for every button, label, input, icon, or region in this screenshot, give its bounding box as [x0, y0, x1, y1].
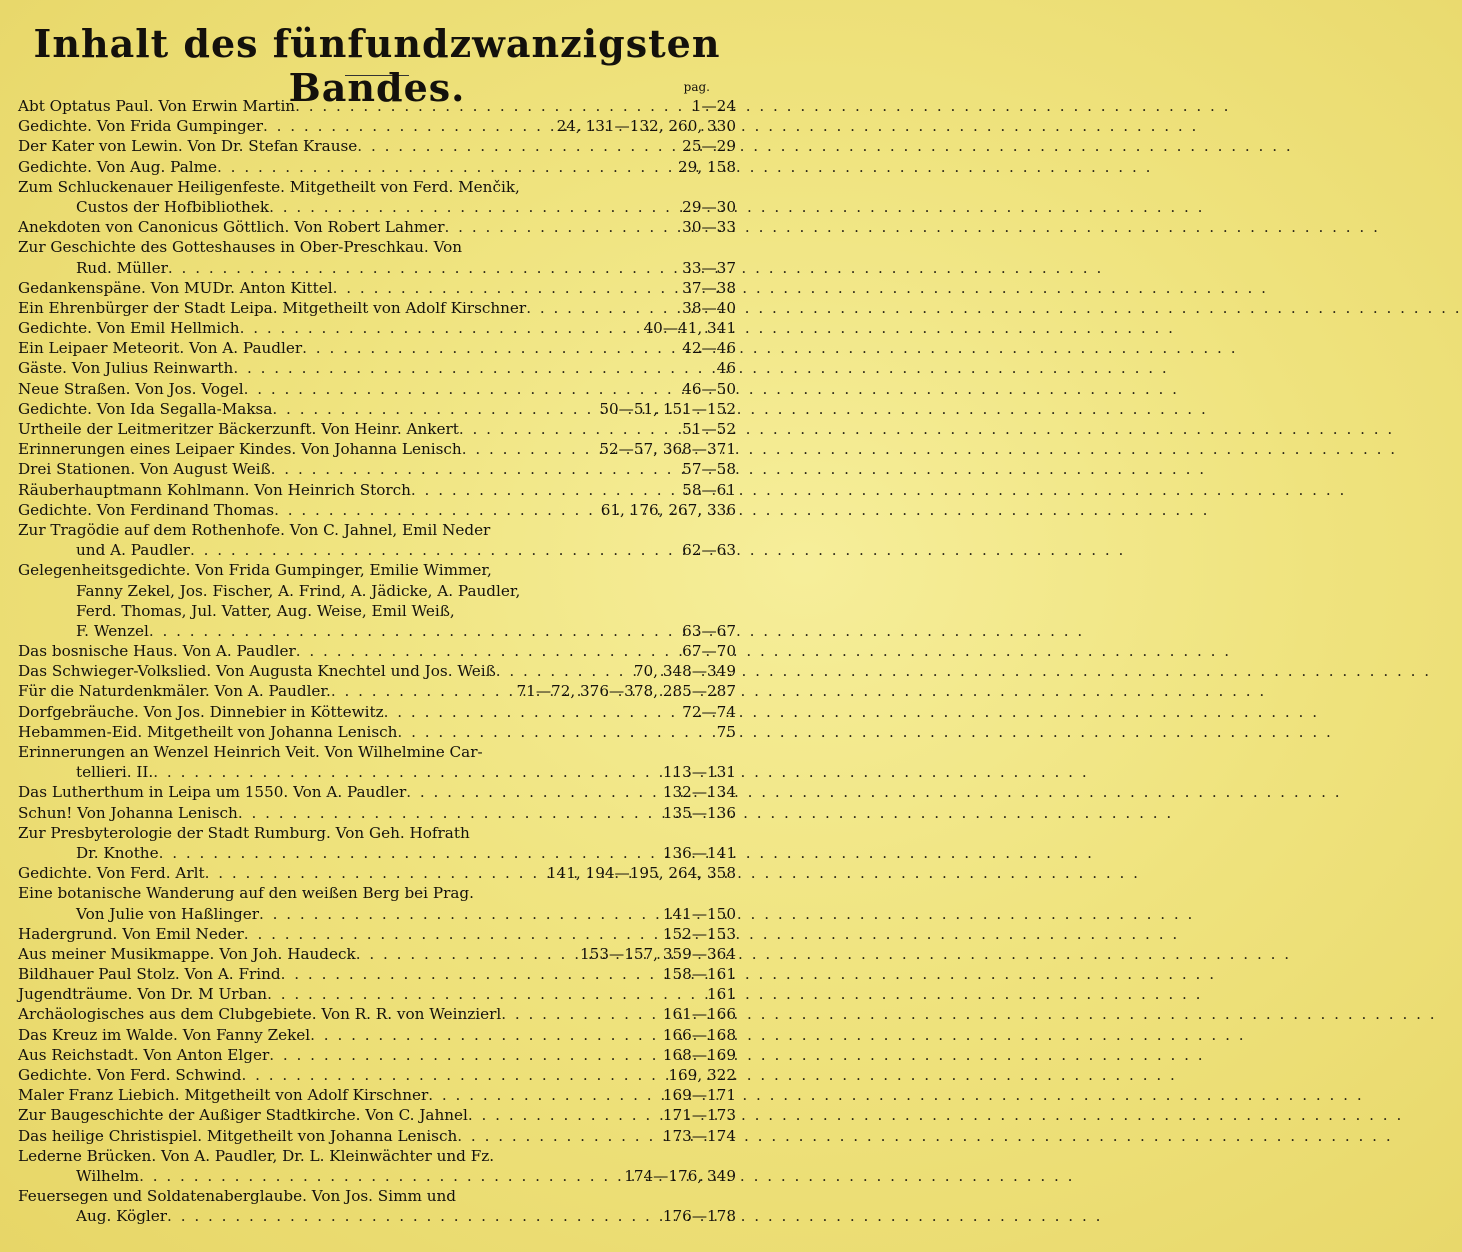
- leader-dots: [259, 904, 659, 924]
- toc-entry-line: [18, 722, 736, 742]
- leader-dots: [295, 96, 688, 116]
- toc-entry-line: [18, 782, 736, 802]
- toc-entry-continuation: [18, 843, 736, 863]
- toc-entry-pages: 33—37: [682, 258, 736, 277]
- leader-dots: [333, 278, 679, 298]
- toc-entry-continuation: [18, 197, 736, 217]
- toc-entry: [18, 177, 736, 217]
- leader-dots: [357, 136, 678, 156]
- toc-entry-pages: 171—173: [662, 1106, 736, 1125]
- toc-entry-text: Custos der Hofbibliothek: [76, 197, 270, 216]
- leader-dots: [302, 338, 678, 358]
- toc-entry-line: [18, 520, 736, 540]
- toc-entry-continuation: [18, 601, 736, 621]
- leader-dots: [457, 1126, 659, 1146]
- toc-entry-pages: 158—161: [662, 965, 736, 984]
- toc-entry-pages: 161: [707, 985, 736, 1004]
- leader-dots: [217, 157, 674, 177]
- leader-dots: [428, 1085, 659, 1105]
- toc-entry-pages: 136—141: [662, 843, 736, 862]
- toc-entry-pages: 57—58: [682, 460, 736, 479]
- toc-entry: [18, 96, 736, 116]
- toc-entry-pages: 62—63: [682, 541, 736, 560]
- toc-entry-line: [18, 883, 736, 903]
- leader-dots: [241, 1065, 664, 1085]
- toc-entry-text: Zur Presbyterologie der Stadt Rumburg. Von Geh. Hofrath: [18, 823, 470, 842]
- toc-entry-pages: 29—30: [682, 197, 736, 216]
- toc-entry: [18, 217, 736, 237]
- toc-entry: [18, 722, 736, 742]
- toc-entry: [18, 984, 736, 1004]
- toc-entry: [18, 136, 736, 156]
- toc-entry: [18, 1004, 736, 1024]
- toc-entry-pages: 176—178: [662, 1207, 736, 1226]
- leader-dots: [384, 702, 679, 722]
- toc-entry-text: Gedichte. Von Frida Gumpinger: [18, 117, 263, 136]
- toc-entry-pages: 61, 176, 267, 336: [600, 500, 736, 519]
- leader-dots: [167, 1206, 659, 1226]
- toc-entry: [18, 944, 736, 964]
- toc-entry: [18, 116, 736, 136]
- toc-entry-pages: 135—136: [662, 803, 736, 822]
- toc-entry-line: [18, 116, 736, 136]
- toc-entry-line: [18, 1105, 736, 1125]
- toc-entry-continuation: [18, 1206, 736, 1226]
- toc-entry-text: Neue Straßen. Von Jos. Vogel: [18, 379, 244, 398]
- toc-entry-line: [18, 661, 736, 681]
- toc-entry: [18, 560, 736, 641]
- toc-entry: [18, 1045, 736, 1065]
- toc-entry-line: [18, 1146, 736, 1166]
- toc-entry: [18, 702, 736, 722]
- toc-entry-line: [18, 157, 736, 177]
- toc-entry-text: Erinnerungen eines Leipaer Kindes. Von Johanna Lenisch: [18, 440, 462, 459]
- toc-entry: [18, 1105, 736, 1125]
- toc-entry-text: Gedichte. Von Ferd. Schwind: [18, 1066, 242, 1084]
- toc-entry: [18, 681, 736, 701]
- toc-entry-line: [18, 278, 736, 298]
- toc-entry-line: [18, 419, 736, 439]
- toc-list: [18, 96, 736, 1227]
- toc-entry-line: [18, 1065, 736, 1085]
- toc-entry-text: Das Schwieger-Volkslied. Von Augusta Knechtel und Jos. Weiß: [18, 662, 496, 681]
- toc-entry-text: Dorfgebräuche. Von Jos. Dinnebier in Köttewitz: [18, 702, 384, 721]
- toc-entry: [18, 358, 736, 378]
- toc-entry-line: [18, 560, 736, 580]
- toc-entry-text: Gedichte. Von Aug. Palme: [18, 157, 218, 176]
- toc-entry-line: [18, 318, 736, 338]
- toc-entry-line: [18, 944, 736, 964]
- toc-entry: [18, 480, 736, 500]
- toc-entry-text: tellieri. II.: [76, 763, 154, 782]
- toc-entry-line: [18, 338, 736, 358]
- toc-entry-text: Hadergrund. Von Emil Neder: [18, 924, 244, 943]
- toc-entry-pages: 52—57, 368—371: [599, 440, 736, 459]
- toc-entry-text: Eine botanische Wanderung auf den weißen Berg bei Prag.: [18, 884, 474, 903]
- toc-entry-line: [18, 1045, 736, 1065]
- toc-entry-text: Gedichte. Von Ida Segalla-Maksa: [18, 399, 273, 418]
- toc-entry-line: [18, 136, 736, 156]
- toc-entry-text: und A. Paudler: [76, 541, 190, 560]
- toc-entry-line: [18, 641, 736, 661]
- toc-entry: [18, 924, 736, 944]
- leader-dots: [397, 722, 712, 742]
- toc-entry: [18, 338, 736, 358]
- leader-dots: [238, 803, 659, 823]
- toc-entry-text: Räuberhauptmann Kohlmann. Von Heinrich Storch: [18, 480, 411, 499]
- toc-entry-text: Das Lutherthum in Leipa um 1550. Von A. Paudler: [18, 783, 407, 802]
- leader-dots: [310, 1025, 659, 1045]
- toc-entry: [18, 742, 736, 782]
- toc-entry-text: Von Julie von Haßlinger: [76, 904, 259, 923]
- toc-entry: [18, 661, 736, 681]
- toc-entry-text: Das heilige Christispiel. Mitgetheilt von Johanna Lenisch: [18, 1126, 458, 1145]
- toc-entry-text: Rud. Müller: [76, 258, 168, 277]
- toc-entry-line: [18, 1004, 736, 1024]
- toc-entry-pages: 153—157, 359—364: [580, 944, 736, 963]
- toc-entry-text: Gedichte. Von Ferdinand Thomas: [18, 500, 275, 519]
- toc-entry-line: [18, 924, 736, 944]
- leader-dots: [501, 1004, 659, 1024]
- leader-dots: [272, 399, 595, 419]
- toc-entry: [18, 1065, 736, 1085]
- toc-entry-text: Wilhelm: [76, 1166, 140, 1185]
- leader-dots: [406, 782, 659, 802]
- toc-entry-pages: 42—46: [682, 339, 736, 358]
- leader-dots: [263, 116, 553, 136]
- toc-entry-text: Drei Stationen. Von August Weiß: [18, 460, 271, 479]
- toc-entry-line: [18, 480, 736, 500]
- toc-entry: [18, 883, 736, 923]
- toc-entry: [18, 459, 736, 479]
- leader-dots: [271, 459, 679, 479]
- leader-dots: [274, 500, 597, 520]
- leader-dots: [240, 318, 640, 338]
- toc-entry-text: Aug. Kögler: [76, 1207, 168, 1226]
- toc-entry-pages: 161—166: [662, 1005, 736, 1024]
- toc-entry-continuation: [18, 1166, 736, 1186]
- leader-dots: [296, 641, 678, 661]
- toc-entry-pages: 30—33: [682, 218, 736, 237]
- leader-dots: [139, 1166, 620, 1186]
- toc-entry-pages: 113—131: [662, 763, 736, 782]
- toc-entry-pages: 50—51, 151—152: [599, 399, 736, 418]
- toc-entry-text: Urtheile der Leitmeritzer Bäckerzunft. Von Heinr. Ankert: [18, 420, 459, 438]
- toc-entry-pages: 46—50: [682, 379, 736, 398]
- leader-dots: [149, 621, 678, 641]
- toc-entry-line: [18, 237, 736, 257]
- toc-entry-pages: 152—153: [662, 924, 736, 943]
- toc-entry-pages: 141, 194—195, 264, 358: [546, 864, 736, 883]
- toc-entry-text: Für die Naturdenkmäler. Von A. Paudler.: [18, 682, 331, 701]
- toc-entry-text: Zur Geschichte des Gotteshauses in Ober-Preschkau. Von: [18, 238, 463, 257]
- leader-dots: [526, 298, 678, 318]
- toc-entry: [18, 1025, 736, 1045]
- toc-entry-pages: 168—169: [662, 1045, 736, 1064]
- toc-entry-line: [18, 96, 736, 116]
- toc-entry-text: Zur Baugeschichte der Außiger Stadtkirche. Von C. Jahnel: [18, 1106, 468, 1125]
- toc-entry: [18, 419, 736, 439]
- toc-entry-text: Bildhauer Paul Stolz. Von A. Frind: [18, 965, 281, 984]
- toc-entry-text: Ferd. Thomas, Jul. Vatter, Aug. Weise, Emil Weiß,: [76, 601, 455, 620]
- toc-entry-pages: 29, 158: [678, 157, 736, 176]
- toc-entry: [18, 863, 736, 883]
- toc-entry-text: Der Kater von Lewin. Von Dr. Stefan Krause: [18, 137, 358, 156]
- toc-entry-continuation: [18, 621, 736, 641]
- toc-entry-pages: 46: [716, 359, 736, 378]
- toc-entry-text: Gelegenheitsgedichte. Von Frida Gumpinger, Emilie Wimmer,: [18, 561, 492, 580]
- toc-entry-continuation: [18, 762, 736, 782]
- pag-label: pag.: [683, 80, 710, 94]
- toc-entry: [18, 157, 736, 177]
- toc-entry-line: [18, 217, 736, 237]
- toc-entry-continuation: [18, 540, 736, 560]
- toc-entry-text: Erinnerungen an Wenzel Heinrich Veit. Von Wilhelmine Car-: [18, 743, 483, 761]
- toc-entry-line: [18, 358, 736, 378]
- toc-entry-pages: 63—67: [682, 621, 736, 640]
- toc-entry-pages: 166—168: [662, 1025, 736, 1044]
- toc-entry: [18, 278, 736, 298]
- toc-entry: [18, 237, 736, 277]
- toc-entry: [18, 1186, 736, 1226]
- toc-entry-text: Archäologisches aus dem Clubgebiete. Von R. R. von Weinzierl: [18, 1005, 502, 1024]
- toc-entry-line: [18, 1025, 736, 1045]
- toc-entry-line: [18, 681, 736, 701]
- toc-entry-line: [18, 500, 736, 520]
- toc-entry-continuation: [18, 581, 736, 601]
- toc-entry-text: Zum Schluckenauer Heiligenfeste. Mitgetheilt von Ferd. Menčik,: [18, 177, 520, 196]
- toc-entry: [18, 379, 736, 399]
- toc-entry-line: [18, 399, 736, 419]
- toc-entry-text: Gedichte. Von Ferd. Arlt: [18, 864, 205, 883]
- toc-entry-pages: 58—61: [682, 480, 736, 499]
- toc-entry-pages: 24, 131—132, 260, 330: [556, 117, 736, 136]
- toc-entry-line: [18, 803, 736, 823]
- toc-entry-text: Abt Optatus Paul. Von Erwin Martin: [18, 97, 296, 115]
- toc-entry-pages: 37—38: [682, 278, 736, 297]
- toc-entry-text: Gedankenspäne. Von MUDr. Anton Kittel: [18, 278, 333, 297]
- toc-entry: [18, 823, 736, 863]
- toc-entry-text: Gedichte. Von Emil Hellmich: [18, 319, 240, 338]
- toc-entry: [18, 399, 736, 419]
- toc-entry-pages: 25—29: [682, 137, 736, 156]
- leader-dots: [153, 762, 659, 782]
- toc-entry-pages: 169—171: [662, 1086, 736, 1105]
- toc-entry-text: Das Kreuz im Walde. Von Fanny Zekel: [18, 1025, 311, 1044]
- toc-entry: [18, 782, 736, 802]
- toc-entry-text: Aus meiner Musikmappe. Von Joh. Haudeck: [18, 944, 356, 963]
- toc-entry: [18, 500, 736, 520]
- toc-entry-text: Lederne Brücken. Von A. Paudler, Dr. L. Kleinwächter und Fz.: [18, 1146, 495, 1165]
- leader-dots: [159, 843, 659, 863]
- toc-entry-pages: 38—40: [682, 298, 736, 317]
- leader-dots: [356, 944, 576, 964]
- leader-dots: [496, 661, 630, 681]
- toc-entry-text: Fanny Zekel, Jos. Fischer, A. Frind, A. Jädicke, A. Paudler,: [76, 581, 521, 600]
- toc-entry-text: Maler Franz Liebich. Mitgetheilt von Adolf Kirschner: [18, 1086, 429, 1105]
- toc-entry-line: [18, 459, 736, 479]
- toc-entry-pages: 70, 348—349: [633, 662, 736, 681]
- toc-entry-line: [18, 439, 736, 459]
- toc-entry-text: Jugendträume. Von Dr. M Urban: [18, 985, 268, 1004]
- toc-entry-text: F. Wenzel: [76, 621, 149, 640]
- leader-dots: [244, 379, 679, 399]
- toc-entry: [18, 803, 736, 823]
- toc-entry-pages: 132—134: [662, 783, 736, 802]
- toc-entry: [18, 1085, 736, 1105]
- leader-dots: [205, 863, 543, 883]
- toc-entry-line: [18, 964, 736, 984]
- toc-entry-pages: 51—52: [682, 420, 736, 438]
- toc-entry-pages: 71—72, 376—378, 285—287: [516, 682, 736, 701]
- toc-entry: [18, 318, 736, 338]
- toc-entry-line: [18, 984, 736, 1004]
- toc-entry-text: Feuersegen und Soldatenaberglaube. Von Jos. Simm und: [18, 1187, 456, 1206]
- toc-entry: [18, 964, 736, 984]
- toc-entry-continuation: [18, 904, 736, 924]
- toc-entry-text: Anekdoten von Canonicus Göttlich. Von Robert Lahmer: [18, 218, 445, 237]
- toc-entry-line: [18, 702, 736, 722]
- toc-entry-line: [18, 1186, 736, 1206]
- leader-dots: [168, 258, 678, 278]
- toc-entry-continuation: [18, 258, 736, 278]
- leader-dots: [233, 358, 712, 378]
- leader-dots: [468, 1105, 659, 1125]
- toc-entry-line: [18, 823, 736, 843]
- toc-entry-text: Das bosnische Haus. Von A. Paudler: [18, 642, 296, 661]
- toc-entry-text: Hebammen-Eid. Mitgetheilt von Johanna Lenisch: [18, 722, 398, 741]
- toc-entry-pages: 40—41, 341: [643, 319, 736, 338]
- leader-dots: [411, 480, 678, 500]
- leader-dots: [269, 197, 678, 217]
- leader-dots: [459, 419, 678, 439]
- leader-dots: [190, 540, 678, 560]
- leader-dots: [244, 924, 659, 944]
- toc-entry: [18, 641, 736, 661]
- toc-entry-text: Dr. Knothe: [76, 843, 159, 862]
- toc-entry-text: Zur Tragödie auf dem Rothenhofe. Von C. Jahnel, Emil Neder: [18, 520, 491, 539]
- toc-entry: [18, 1146, 736, 1186]
- toc-entry-pages: 174—176, 349: [624, 1166, 736, 1185]
- toc-entry-text: Aus Reichstadt. Von Anton Elger: [18, 1045, 270, 1064]
- leader-dots: [269, 1045, 659, 1065]
- toc-entry-pages: 75: [716, 722, 736, 741]
- toc-entry-pages: 169, 322: [668, 1066, 736, 1084]
- toc-entry-pages: 141—150: [662, 904, 736, 923]
- page-title: Inhalt des fünfundzwanzigsten Bandes.: [33, 21, 721, 110]
- leader-dots: [281, 964, 659, 984]
- toc-entry: [18, 520, 736, 560]
- toc-entry-pages: 1—24: [691, 97, 736, 115]
- toc-entry-line: [18, 863, 736, 883]
- toc-entry: [18, 1126, 736, 1146]
- toc-entry-line: [18, 742, 736, 762]
- toc-entry-pages: 173—174: [662, 1126, 736, 1145]
- toc-entry-line: [18, 379, 736, 399]
- toc-entry-line: [18, 1085, 736, 1105]
- toc-entry-pages: 67—70: [682, 642, 736, 661]
- toc-entry: [18, 298, 736, 318]
- leader-dots: [331, 681, 513, 701]
- toc-entry-pages: 72—74: [682, 702, 736, 721]
- toc-entry-text: Ein Ehrenbürger der Stadt Leipa. Mitgetheilt von Adolf Kirschner: [18, 298, 527, 317]
- toc-entry-text: Ein Leipaer Meteorit. Von A. Paudler: [18, 339, 303, 358]
- leader-dots: [267, 984, 703, 1004]
- toc-entry-text: Schun! Von Johanna Lenisch: [18, 803, 238, 822]
- toc-entry-line: [18, 1126, 736, 1146]
- toc-entry-line: [18, 177, 736, 197]
- toc-entry-text: Gäste. Von Julius Reinwarth: [18, 359, 234, 378]
- toc-entry: [18, 439, 736, 459]
- toc-entry-line: [18, 298, 736, 318]
- leader-dots: [445, 217, 679, 237]
- leader-dots: [462, 439, 596, 459]
